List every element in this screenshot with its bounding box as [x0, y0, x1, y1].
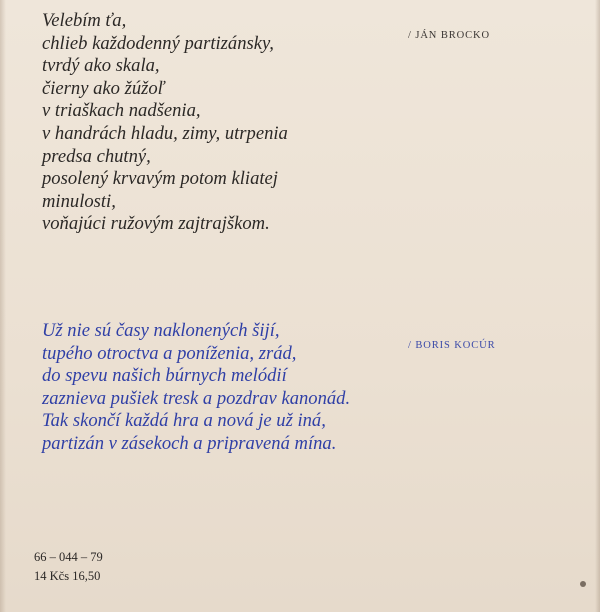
left-edge-shadow	[0, 0, 6, 612]
poem-line: čierny ako žúžoľ	[42, 77, 165, 99]
poem-line: chlieb každodenný partizánsky,	[42, 32, 274, 54]
poem-line: v handrách hladu, zimy, utrpenia	[42, 122, 288, 144]
author-brocko: / JÁN BROCKO	[408, 30, 490, 41]
publication-codes	[34, 548, 103, 586]
poem-brocko	[42, 10, 288, 236]
poem-line: Tak skončí každá hra a nová je už iná,	[42, 410, 326, 432]
paper-speck	[580, 581, 586, 587]
price-line: 14 Kčs 16,50	[34, 569, 101, 583]
author-kocur: / BORIS KOCÚR	[408, 340, 496, 351]
poem-kocur	[42, 320, 350, 456]
poem-line: voňajúci ružovým zajtrajškom.	[42, 213, 270, 235]
poem-line: do spevu našich búrnych melódií	[42, 365, 287, 387]
poem-line: tvrdý ako skala,	[42, 55, 160, 77]
poem-line: posolený krvavým potom kliatej	[42, 168, 278, 190]
right-edge-shadow	[595, 0, 600, 612]
poem-line: Velebím ťa,	[42, 10, 127, 31]
poem-line: zaznieva pušiek tresk a pozdrav kanonád.	[42, 387, 351, 409]
poem-line: minulosti,	[42, 190, 116, 212]
poem-line: Už nie sú časy naklonených šijí,	[42, 320, 280, 341]
poem-line: v triaškach nadšenia,	[42, 100, 201, 122]
poem-line: predsa chutný,	[42, 145, 151, 167]
poem-line: partizán v zásekoch a pripravená mína.	[42, 432, 337, 454]
poem-line: tupého otroctva a poníženia, zrád,	[42, 342, 297, 364]
catalog-number: 66 – 044 – 79	[34, 550, 103, 564]
